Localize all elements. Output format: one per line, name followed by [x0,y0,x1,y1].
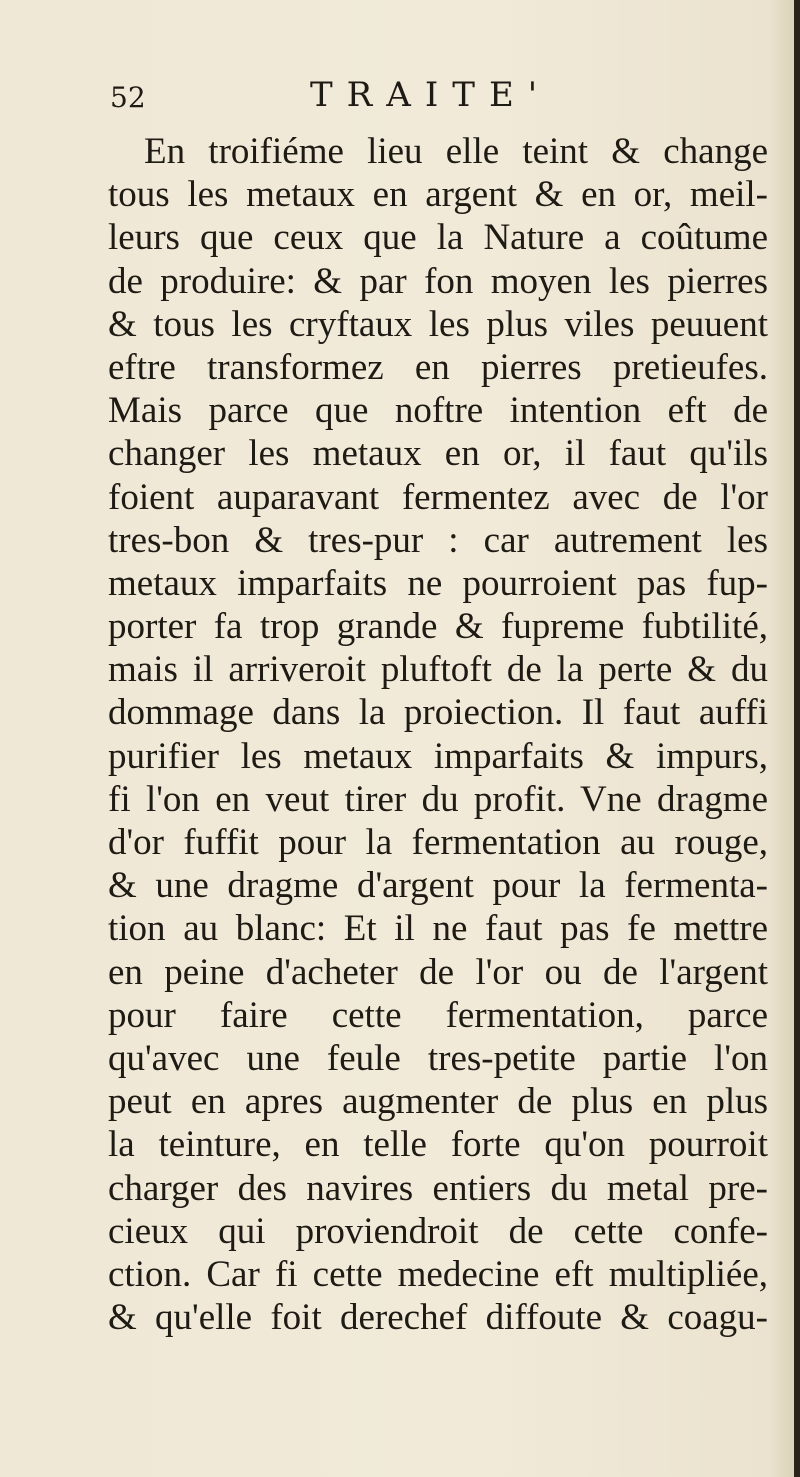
page-number: 52 [110,81,146,114]
text-line: eftre transformez en pierres pretieufes. [108,346,768,388]
page-header [0,72,800,128]
text-line: tous les metaux en argent & en or, meil- [108,174,768,216]
text-line: & qu'elle foit derechef diffoute & coagu- [108,1297,768,1339]
text-line: charger des navires entiers du metal pre- [108,1167,768,1209]
text-line: peut en apres augmenter de plus en plus [108,1081,768,1123]
text-line: fi l'on en veut tirer du profit. Vne dragme [108,778,768,820]
text-line: d'or fuffit pour la fermentation au rouge, [108,822,768,863]
text-line: metaux imparfaits ne pourroient pas fup- [108,562,768,604]
text-line: tres-bon & tres-pur : car autrement les [108,519,768,561]
text-line: & tous les cryftaux les plus viles peuuent [108,303,768,345]
text-line: tion au blanc: Et il ne faut pas fe mettre [108,908,768,950]
text-line: qu'avec une feule tres-petite partie l'on [108,1037,768,1079]
text-line: leurs que ceux que la Nature a coûtume [108,217,768,259]
text-line: purifier les metaux imparfaits & impurs, [108,735,768,777]
text-line: porter fa trop grande & fupreme fubtilité, [108,606,768,648]
text-line: la teinture, en telle forte qu'on pourroit [108,1124,768,1166]
text-line: de produire: & par fon moyen les pierres [108,260,768,302]
body-text [108,130,768,1339]
text-line: mais il arriveroit pluftoft de la perte & du [108,649,768,691]
text-line: changer les metaux en or, il faut qu'ils [108,433,768,475]
text-line: En troifiéme lieu elle teint & change [144,131,768,172]
text-line: Mais parce que noftre intention eft de [108,390,768,432]
text-line: ction. Car fi cette medecine eft multipliée, [108,1253,768,1295]
text-line: foient auparavant fermentez avec de l'or [108,476,768,518]
text-line: & une dragme d'argent pour la fermenta- [108,865,768,907]
text-line: cieux qui proviendroit de cette confe- [108,1210,768,1252]
text-line: en peine d'acheter de l'or ou de l'argent [108,951,768,993]
page-edge-shadow [794,0,800,1477]
text-line: dommage dans la proiection. Il faut auffi [108,692,768,734]
running-title: TRAITE' [310,75,552,115]
text-line: pour faire cette fermentation, parce [108,994,768,1036]
